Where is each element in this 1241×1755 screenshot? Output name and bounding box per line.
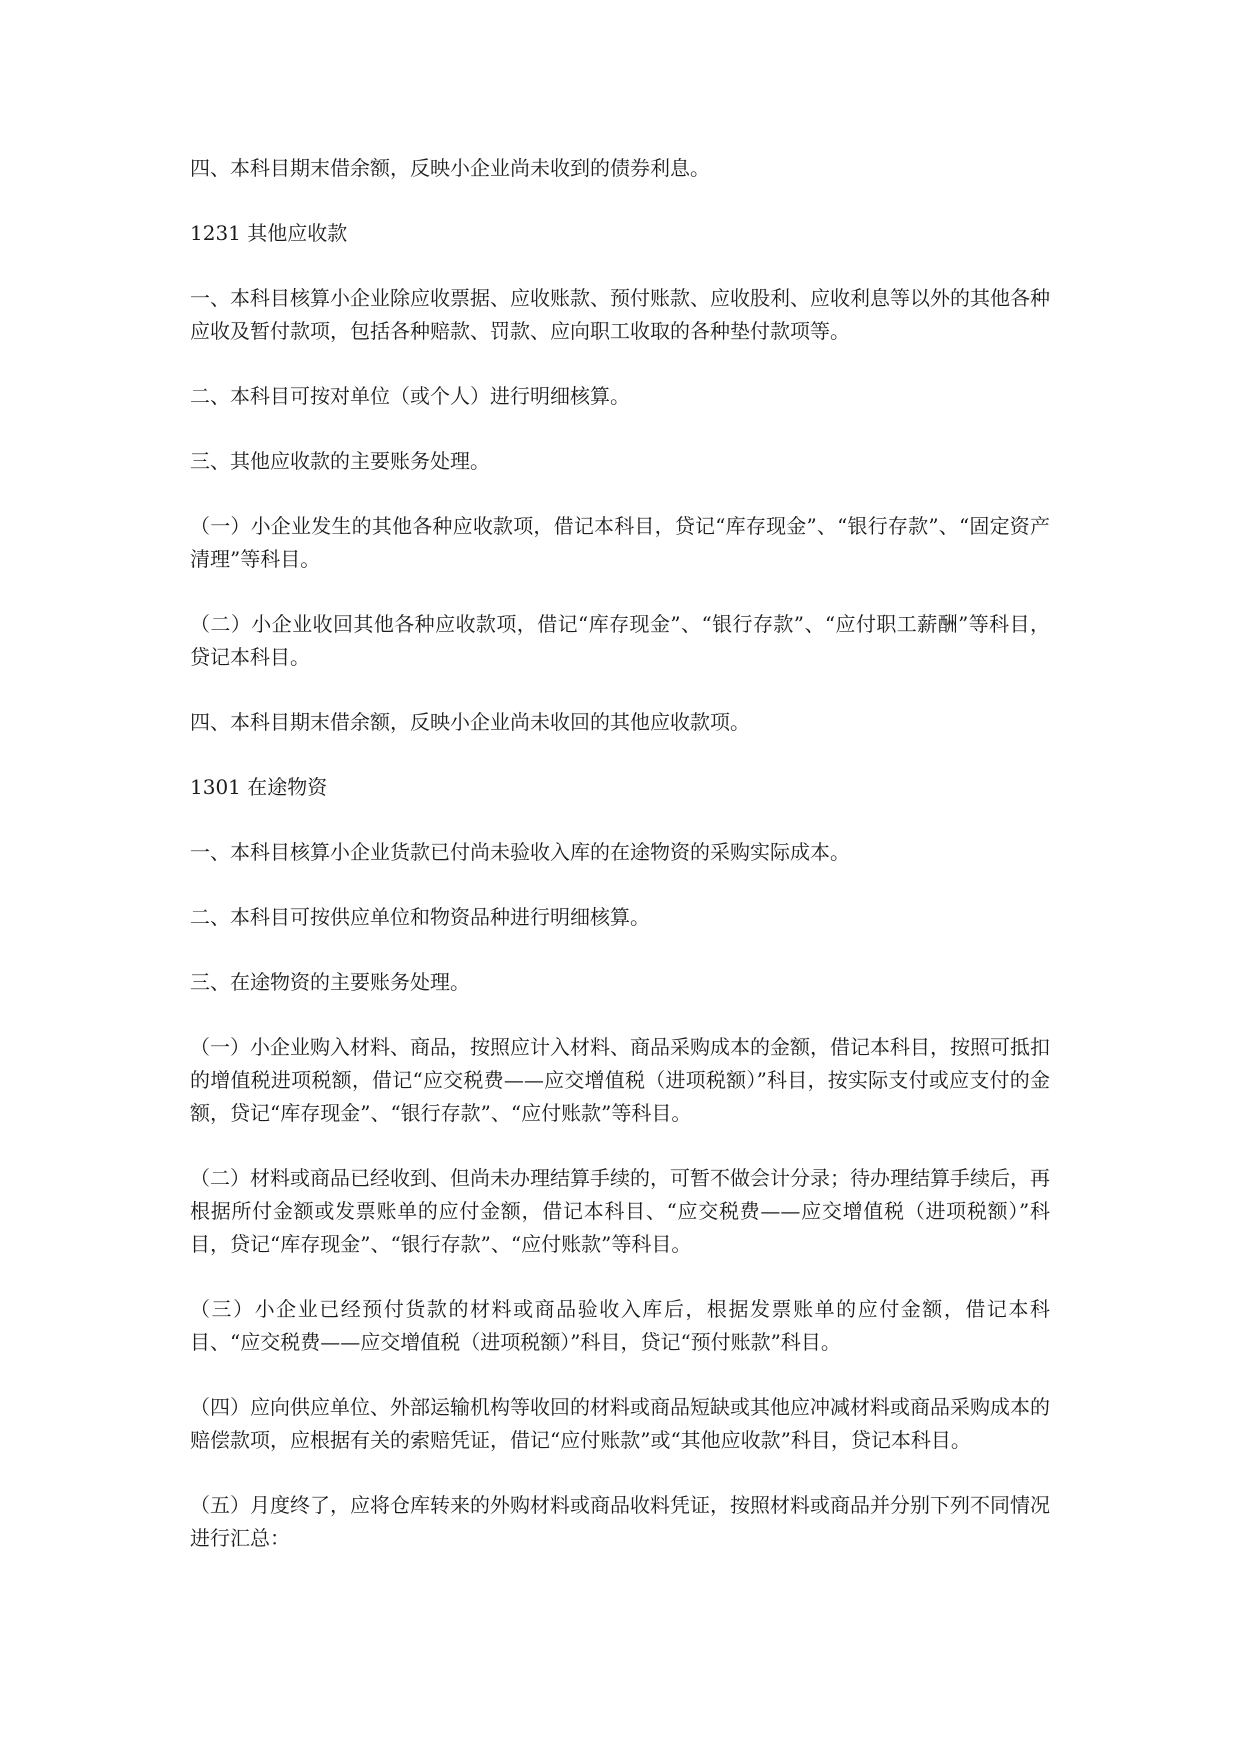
paragraph-1231-balance: 四、本科目期末借余额，反映小企业尚未收回的其他应收款项。: [190, 710, 750, 734]
paragraph-1301-processing: 三、在途物资的主要账务处理。: [190, 970, 470, 994]
paragraph-1301-item-4: （四）应向供应单位、外部运输机构等收回的材料或商品短缺或其他应冲减材料或商品采购成本的赔偿款项，应根据有关的索赔凭证，借记“应付账款”或“其他应收款”科目，贷记本科目。: [190, 1395, 1050, 1452]
section-heading-1231: 1231 其他应收款: [190, 221, 348, 245]
paragraph-1231-processing: 三、其他应收款的主要账务处理。: [190, 449, 490, 473]
paragraph-1301-item-1: （一）小企业购入材料、商品，按照应计入材料、商品采购成本的金额，借记本科目，按照可抵扣的增值税进项税额，借记“应交税费——应交增值税（进项税额）”科目，按实际支付或应支付的金额，贷记“库存现金”、“银行存款”、“应付账款”等科目。: [190, 1035, 1050, 1125]
paragraph-1301-item-5: （五）月度终了，应将仓库转来的外购材料或商品收料凭证，按照材料或商品并分别下列不同情况进行汇总：: [190, 1493, 1050, 1550]
paragraph-1231-scope: 一、本科目核算小企业除应收票据、应收账款、预付账款、应收股利、应收利息等以外的其他各种应收及暂付款项，包括各种赔款、罚款、应向职工收取的各种垫付款项等。: [190, 286, 1050, 343]
paragraph-1301-scope: 一、本科目核算小企业货款已付尚未验收入库的在途物资的采购实际成本。: [190, 840, 850, 864]
paragraph-1301-detail: 二、本科目可按供应单位和物资品种进行明细核算。: [190, 905, 650, 929]
paragraph-1301-item-2: （二）材料或商品已经收到、但尚未办理结算手续的，可暂不做会计分录；待办理结算手续后，再根据所付金额或发票账单的应付金额，借记本科目、“应交税费——应交增值税（进项税额）”科目，贷记“库存现金”、“银行存款”、“应付账款”等科目。: [190, 1166, 1050, 1256]
section-heading-1301: 1301 在途物资: [190, 775, 328, 799]
paragraph-1301-item-3: （三）小企业已经预付货款的材料或商品验收入库后，根据发票账单的应付金额，借记本科目、“应交税费——应交增值税（进项税额）”科目，贷记“预付账款”科目。: [190, 1297, 1050, 1354]
paragraph-1231-closing-note: 四、本科目期末借余额，反映小企业尚未收到的债券利息。: [190, 156, 710, 180]
document-body: [190, 152, 1050, 1587]
paragraph-1231-item-1: （一）小企业发生的其他各种应收款项，借记本科目，贷记“库存现金”、“银行存款”、“固定资产清理”等科目。: [190, 514, 1050, 571]
paragraph-1231-item-2: （二）小企业收回其他各种应收款项，借记“库存现金”、“银行存款”、“应付职工薪酬”等科目，贷记本科目。: [190, 612, 1050, 669]
paragraph-1231-detail: 二、本科目可按对单位（或个人）进行明细核算。: [190, 384, 630, 408]
